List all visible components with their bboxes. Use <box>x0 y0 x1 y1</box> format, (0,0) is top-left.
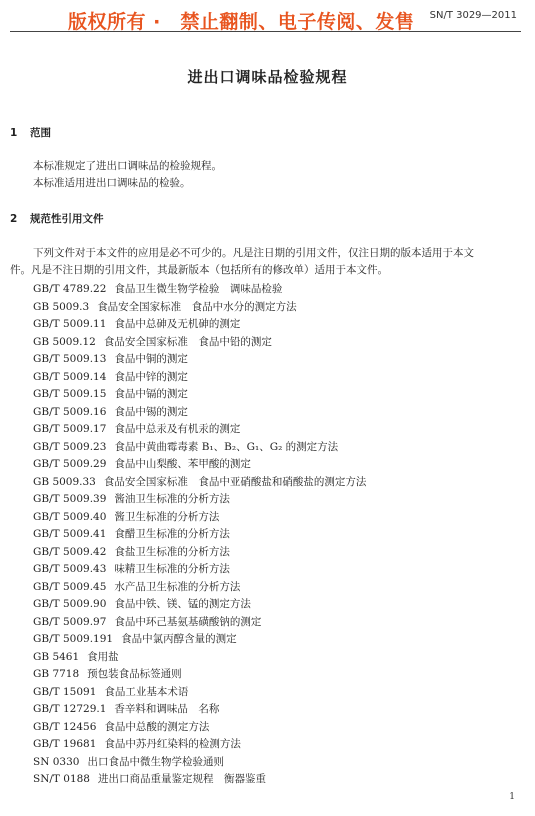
reference-item <box>33 351 366 369</box>
section-2-heading <box>10 211 104 226</box>
reference-title: 食品中氯丙醇含量的测定 <box>121 633 237 645</box>
reference-title: 酱卫生标准的分析方法 <box>114 510 220 523</box>
reference-code: GB 7718 <box>33 668 80 680</box>
reference-item <box>33 631 366 649</box>
reference-item <box>33 561 366 579</box>
reference-title: 食品卫生微生物学检验 调味品检验 <box>114 283 283 295</box>
reference-item <box>33 649 366 667</box>
reference-item <box>33 684 366 702</box>
reference-title: 食品中镉的测定 <box>114 388 188 400</box>
reference-title: 食品中总酸的测定方法 <box>104 720 210 733</box>
reference-item <box>33 614 366 632</box>
reference-code: GB/T 5009.42 <box>33 545 107 558</box>
reference-title: 食盐卫生标准的分析方法 <box>114 545 230 558</box>
reference-item <box>33 404 366 422</box>
reference-title: 食品中锡的测定 <box>114 405 188 418</box>
reference-item <box>33 701 366 719</box>
section-1-paragraph-2: 本标准适用进出口调味品的检验。 <box>33 177 191 189</box>
reference-item <box>33 771 366 789</box>
reference-code: GB/T 5009.41 <box>33 528 107 540</box>
reference-title: 食用盐 <box>87 650 119 663</box>
reference-item <box>33 474 366 492</box>
reference-title: 食品中山梨酸、苯甲酸的测定 <box>114 458 251 470</box>
reference-item <box>33 754 366 772</box>
reference-title: 味精卫生标准的分析方法 <box>114 563 230 575</box>
reference-title: 食品中锌的测定 <box>114 370 188 383</box>
reference-code: GB/T 5009.191 <box>33 633 114 645</box>
reference-title: 食品安全国家标准 食品中亚硝酸盐和硝酸盐的测定方法 <box>103 475 367 488</box>
reference-title: 进出口商品重量鉴定规程 衡器鉴重 <box>97 773 266 785</box>
reference-item <box>33 334 366 352</box>
reference-code: GB/T 5009.13 <box>33 353 107 365</box>
reference-code: GB/T 5009.17 <box>33 423 107 435</box>
document-title: 进出口调味品检验规程 <box>187 68 348 86</box>
reference-code: GB/T 5009.97 <box>33 615 107 628</box>
page-number: 1 <box>509 792 515 802</box>
reference-title: 食品工业基本术语 <box>104 685 189 698</box>
reference-code: GB/T 5009.29 <box>33 458 107 470</box>
header-divider <box>10 31 521 32</box>
reference-code: GB/T 5009.43 <box>33 563 107 575</box>
reference-item <box>33 439 366 457</box>
standard-code: SN/T 3029—2011 <box>429 10 517 21</box>
reference-code: GB/T 5009.90 <box>33 598 107 610</box>
reference-code: GB 5009.33 <box>33 475 96 488</box>
reference-title: 食品中环己基氨基磺酸钠的测定 <box>114 615 262 628</box>
reference-code: SN/T 0188 <box>33 773 90 785</box>
reference-item <box>33 456 366 474</box>
reference-title: 食品中总汞及有机汞的测定 <box>114 423 241 435</box>
reference-title: 食品中苏丹红染料的检测方法 <box>104 738 241 750</box>
reference-title: 食品安全国家标准 食品中铅的测定 <box>103 335 272 348</box>
reference-item <box>33 316 366 334</box>
reference-item <box>33 666 366 684</box>
reference-item <box>33 369 366 387</box>
reference-title: 酱油卫生标准的分析方法 <box>114 493 230 505</box>
reference-item <box>33 526 366 544</box>
reference-code: GB/T 5009.45 <box>33 580 107 593</box>
reference-code: GB/T 12729.1 <box>33 703 107 715</box>
section-2-intro-line-2: 件。凡是不注日期的引用文件，其最新版本（包括所有的修改单）适用于本文件。 <box>10 264 388 276</box>
section-2-number: 2 <box>10 213 18 225</box>
reference-item <box>33 491 366 509</box>
section-2-title: 规范性引用文件 <box>30 213 104 225</box>
reference-title: 食醋卫生标准的分析方法 <box>114 528 230 540</box>
reference-item <box>33 719 366 737</box>
reference-title: 食品中铜的测定 <box>114 353 188 365</box>
reference-code: GB/T 5009.16 <box>33 405 107 418</box>
reference-code: GB 5009.12 <box>33 335 96 348</box>
reference-title: 香辛料和调味品 名称 <box>114 703 220 715</box>
reference-title: 出口食品中微生物学检验通则 <box>87 755 224 768</box>
reference-code: GB 5461 <box>33 650 80 663</box>
section-1-number: 1 <box>10 127 18 139</box>
reference-item <box>33 596 366 614</box>
reference-item <box>33 509 366 527</box>
copyright-watermark: 版权所有 · 禁止翻制、电子传阅、发售 <box>68 11 415 33</box>
reference-title: 食品中黄曲霉毒素 B₁、B₂、G₁、G₂ 的测定方法 <box>114 440 339 453</box>
reference-item <box>33 281 366 299</box>
reference-title: 食品中总砷及无机砷的测定 <box>114 318 241 330</box>
reference-code: GB/T 5009.14 <box>33 370 107 383</box>
reference-title: 水产品卫生标准的分析方法 <box>114 580 241 593</box>
reference-code: GB/T 19681 <box>33 738 97 750</box>
reference-item <box>33 421 366 439</box>
reference-code: GB/T 5009.15 <box>33 388 107 400</box>
reference-title: 食品中铁、镁、锰的测定方法 <box>114 598 251 610</box>
reference-code: SN 0330 <box>33 755 80 768</box>
section-2-intro-line-1: 下列文件对于本文件的应用是必不可少的。凡是注日期的引用文件，仅注日期的版本适用于本文 <box>33 247 474 259</box>
reference-code: GB/T 5009.40 <box>33 510 107 523</box>
reference-item <box>33 544 366 562</box>
reference-list <box>33 281 366 789</box>
reference-code: GB/T 15091 <box>33 685 97 698</box>
reference-code: GB 5009.3 <box>33 300 90 313</box>
reference-item <box>33 579 366 597</box>
reference-item <box>33 736 366 754</box>
reference-code: GB/T 5009.23 <box>33 440 107 453</box>
reference-code: GB/T 4789.22 <box>33 283 107 295</box>
reference-code: GB/T 5009.39 <box>33 493 107 505</box>
reference-title: 食品安全国家标准 食品中水分的测定方法 <box>97 300 297 313</box>
section-1-heading <box>10 125 51 140</box>
section-1-paragraph-1: 本标准规定了进出口调味品的检验规程。 <box>33 160 222 172</box>
reference-code: GB/T 5009.11 <box>33 318 107 330</box>
section-1-title: 范围 <box>30 127 51 139</box>
reference-item <box>33 386 366 404</box>
reference-code: GB/T 12456 <box>33 720 97 733</box>
reference-item <box>33 299 366 317</box>
reference-title: 预包装食品标签通则 <box>87 668 182 680</box>
